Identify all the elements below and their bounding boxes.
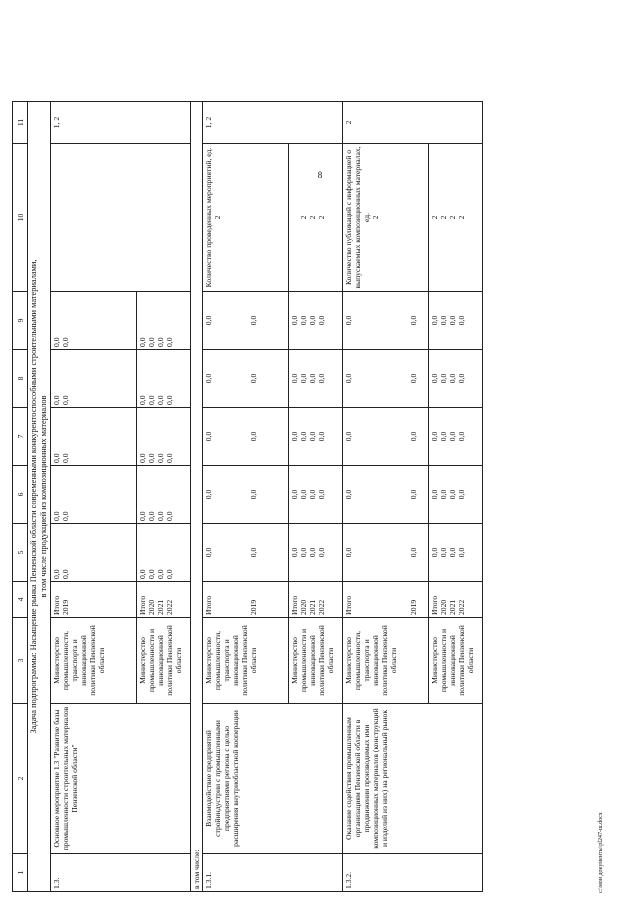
- value-cell: 0,0: [457, 373, 466, 384]
- indicator-name: Количество публикаций с информацией о выпускаемых композиционных материалах, ед.: [344, 146, 371, 289]
- value-cell: 0,0: [448, 489, 457, 500]
- value-cell: 0,0: [61, 511, 70, 521]
- value-cell: 0,0: [249, 547, 258, 558]
- indicator-value: 2: [457, 215, 466, 220]
- year-cell: 2021: [448, 599, 457, 615]
- year-cell: 2022: [165, 599, 174, 615]
- year-cell: 2020: [439, 599, 448, 615]
- value-cell: 0,0: [249, 373, 258, 384]
- value-cell: 0,0: [138, 395, 147, 405]
- task-line-1: Задача подпрограммы: Насыщение рынка Пензенской области современными конкурентоспособными строительными материалами,: [29, 259, 38, 734]
- value-cell: 0,0: [317, 489, 326, 500]
- value-cell: 0,0: [308, 547, 317, 558]
- value-cell: 0,0: [290, 431, 299, 442]
- year-cell: 2019: [249, 599, 258, 615]
- col-num: 7: [13, 408, 28, 466]
- value-cell: 0,0: [138, 569, 147, 579]
- value-cell: 0,0: [61, 337, 70, 347]
- indicator-value: 2: [448, 215, 457, 220]
- col-num: 5: [13, 524, 28, 582]
- value-cell: 0,0: [457, 431, 466, 442]
- value-cell: 0,0: [439, 547, 448, 558]
- value-cell: 0,0: [290, 373, 299, 384]
- value-cell: 0,0: [448, 373, 457, 384]
- value-cell: 0,0: [290, 489, 299, 500]
- rotated-page: [12, 22, 627, 892]
- value-cell: 0,0: [204, 431, 213, 442]
- value-cell: 0,0: [204, 489, 213, 500]
- year-cell: 2020: [299, 599, 308, 615]
- value-cell: 0,0: [317, 431, 326, 442]
- value-cell: 0,0: [430, 547, 439, 558]
- value-cell: 0,0: [147, 337, 156, 347]
- indicator-value: 2: [439, 215, 448, 220]
- year-cell: 2021: [308, 599, 317, 615]
- task-line-2: в том числе продукцией из композиционных материалов: [39, 395, 48, 598]
- value-cell: 0,0: [317, 315, 326, 326]
- year-cell: Итого: [138, 595, 147, 615]
- year-cell: Итого: [344, 595, 353, 615]
- value-cell: 0,0: [52, 337, 61, 347]
- value-cell: 0,0: [448, 315, 457, 326]
- year-cell: Итого: [204, 595, 213, 615]
- page-number: 8: [317, 170, 323, 180]
- year-cell: 2019: [61, 599, 70, 615]
- event-name: Взаимодействие предприятий стройиндустрии с промышленными предприятиями региона с целью расширения внутриобластной кооперации: [203, 704, 343, 854]
- row-number: 1.3.1.: [203, 854, 343, 892]
- value-cell: 0,0: [439, 373, 448, 384]
- indicator-value: 2: [430, 215, 439, 220]
- value-cell: 0,0: [457, 315, 466, 326]
- value-cell: 0,0: [138, 511, 147, 521]
- value-cell: 0,0: [448, 431, 457, 442]
- value-cell: 0,0: [156, 395, 165, 405]
- indicator-value: 2: [213, 215, 222, 220]
- col-num: 1: [13, 854, 28, 892]
- value-cell: 0,0: [165, 569, 174, 579]
- col-num: 2: [13, 704, 28, 854]
- value-cell: 0,0: [317, 373, 326, 384]
- year-cell: Итого: [290, 595, 299, 615]
- value-cell: 0,0: [138, 337, 147, 347]
- year-cell: Итого: [430, 595, 439, 615]
- value-cell: 0,0: [430, 315, 439, 326]
- year-cell: 2020: [147, 599, 156, 615]
- indicator-value: 2: [299, 215, 308, 220]
- value-cell: 0,0: [308, 373, 317, 384]
- value-cell: 0,0: [204, 315, 213, 326]
- value-cell: 0,0: [409, 547, 418, 558]
- value-cell: 0,0: [299, 315, 308, 326]
- col-num: 4: [13, 582, 28, 618]
- value-cell: 0,0: [52, 395, 61, 405]
- value-cell: 0,0: [344, 547, 353, 558]
- executor: Министерство промышленности и инновационной политики Пензенской области: [137, 618, 191, 704]
- value-cell: 0,0: [308, 489, 317, 500]
- value-cell: 0,0: [165, 453, 174, 463]
- value-cell: 0,0: [430, 431, 439, 442]
- value-cell: 0,0: [439, 431, 448, 442]
- value-cell: 0,0: [156, 569, 165, 579]
- col-num: 6: [13, 466, 28, 524]
- value-cell: 0,0: [138, 453, 147, 463]
- value-cell: 0,0: [249, 431, 258, 442]
- value-cell: 0,0: [249, 489, 258, 500]
- program-table: [12, 101, 483, 892]
- executor: Министерство промышленности, транспорта и инновационной политики Пензенской области: [203, 618, 289, 704]
- year-cell: 2022: [457, 599, 466, 615]
- value-cell: 0,0: [317, 547, 326, 558]
- col11-cell: 2: [343, 102, 483, 144]
- value-cell: 0,0: [204, 373, 213, 384]
- value-cell: 0,0: [430, 373, 439, 384]
- value-cell: 0,0: [344, 489, 353, 500]
- event-name: Оказание содействия промышленным организациям Пензенской области в продвижении производимых ими композиционных материалов (конструкций и изделий из них) на региональный рынок: [343, 704, 483, 854]
- year-cell: 2021: [156, 599, 165, 615]
- value-cell: 0,0: [156, 337, 165, 347]
- value-cell: 0,0: [308, 315, 317, 326]
- value-cell: 0,0: [308, 431, 317, 442]
- value-cell: 0,0: [204, 547, 213, 558]
- table-row: [51, 102, 137, 892]
- year-cell: 2019: [409, 599, 418, 615]
- value-cell: 0,0: [299, 431, 308, 442]
- value-cell: 0,0: [299, 373, 308, 384]
- col-num: 8: [13, 350, 28, 408]
- value-cell: 0,0: [290, 315, 299, 326]
- value-cell: 0,0: [52, 453, 61, 463]
- value-cell: 0,0: [409, 315, 418, 326]
- value-cell: 0,0: [344, 431, 353, 442]
- value-cell: 0,0: [290, 547, 299, 558]
- indicator-value: 2: [317, 215, 326, 220]
- value-cell: 0,0: [156, 511, 165, 521]
- col-num: 11: [13, 102, 28, 144]
- value-cell: 0,0: [299, 489, 308, 500]
- row-number: 1.3.2.: [343, 854, 483, 892]
- value-cell: 0,0: [430, 489, 439, 500]
- indicator-value: 2: [308, 215, 317, 220]
- col-num: 9: [13, 292, 28, 350]
- value-cell: 0,0: [52, 511, 61, 521]
- executor: Министерство промышленности, транспорта и инновационной политики Пензенской области: [343, 618, 429, 704]
- value-cell: 0,0: [156, 453, 165, 463]
- footer-path: c:\мои документы\pl247-ш.docx: [598, 812, 604, 893]
- value-cell: 0,0: [457, 547, 466, 558]
- value-cell: 0,0: [409, 431, 418, 442]
- value-cell: 0,0: [52, 569, 61, 579]
- year-cell: Итого: [52, 595, 61, 615]
- row-number: 1.3.: [51, 854, 191, 892]
- value-cell: 0,0: [249, 315, 258, 326]
- value-cell: 0,0: [299, 547, 308, 558]
- value-cell: 0,0: [147, 569, 156, 579]
- value-cell: 0,0: [344, 315, 353, 326]
- table-row: [343, 102, 429, 892]
- value-cell: 0,0: [61, 569, 70, 579]
- value-cell: 0,0: [61, 453, 70, 463]
- indicator-value: [290, 146, 299, 289]
- value-cell: 0,0: [165, 395, 174, 405]
- col11-cell: 1, 2: [203, 102, 343, 144]
- col-num: 10: [13, 144, 28, 292]
- event-name: Основное мероприятие 1.3 "Развитие базы промышленности строительных материалов Пензенской области": [51, 704, 191, 854]
- col11-cell: 1, 2: [51, 102, 191, 144]
- indicator-value: 2: [371, 215, 380, 220]
- value-cell: 0,0: [344, 373, 353, 384]
- including-row: [191, 102, 203, 892]
- value-cell: 0,0: [439, 315, 448, 326]
- value-cell: 0,0: [448, 547, 457, 558]
- table-row: [203, 102, 289, 892]
- value-cell: 0,0: [409, 373, 418, 384]
- value-cell: 0,0: [147, 395, 156, 405]
- header-row: [13, 102, 28, 892]
- value-cell: 0,0: [409, 489, 418, 500]
- task-row: [28, 102, 51, 892]
- col-num: 3: [13, 618, 28, 704]
- indicator-name: Количество проведенных мероприятий, ед.: [204, 147, 213, 288]
- executor: Министерство промышленности, транспорта и инновационной политики Пензенской области: [51, 618, 137, 704]
- including-label: в том числе:: [191, 102, 203, 892]
- executor: Министерство промышленности и инновационной политики Пензенской области: [429, 618, 483, 704]
- value-cell: 0,0: [61, 395, 70, 405]
- value-cell: 0,0: [147, 453, 156, 463]
- year-cell: 2022: [317, 599, 326, 615]
- value-cell: 0,0: [457, 489, 466, 500]
- value-cell: 0,0: [165, 511, 174, 521]
- executor: Министерство промышленности и инновационной политики Пензенской области: [289, 618, 343, 704]
- value-cell: 0,0: [165, 337, 174, 347]
- value-cell: 0,0: [439, 489, 448, 500]
- value-cell: 0,0: [147, 511, 156, 521]
